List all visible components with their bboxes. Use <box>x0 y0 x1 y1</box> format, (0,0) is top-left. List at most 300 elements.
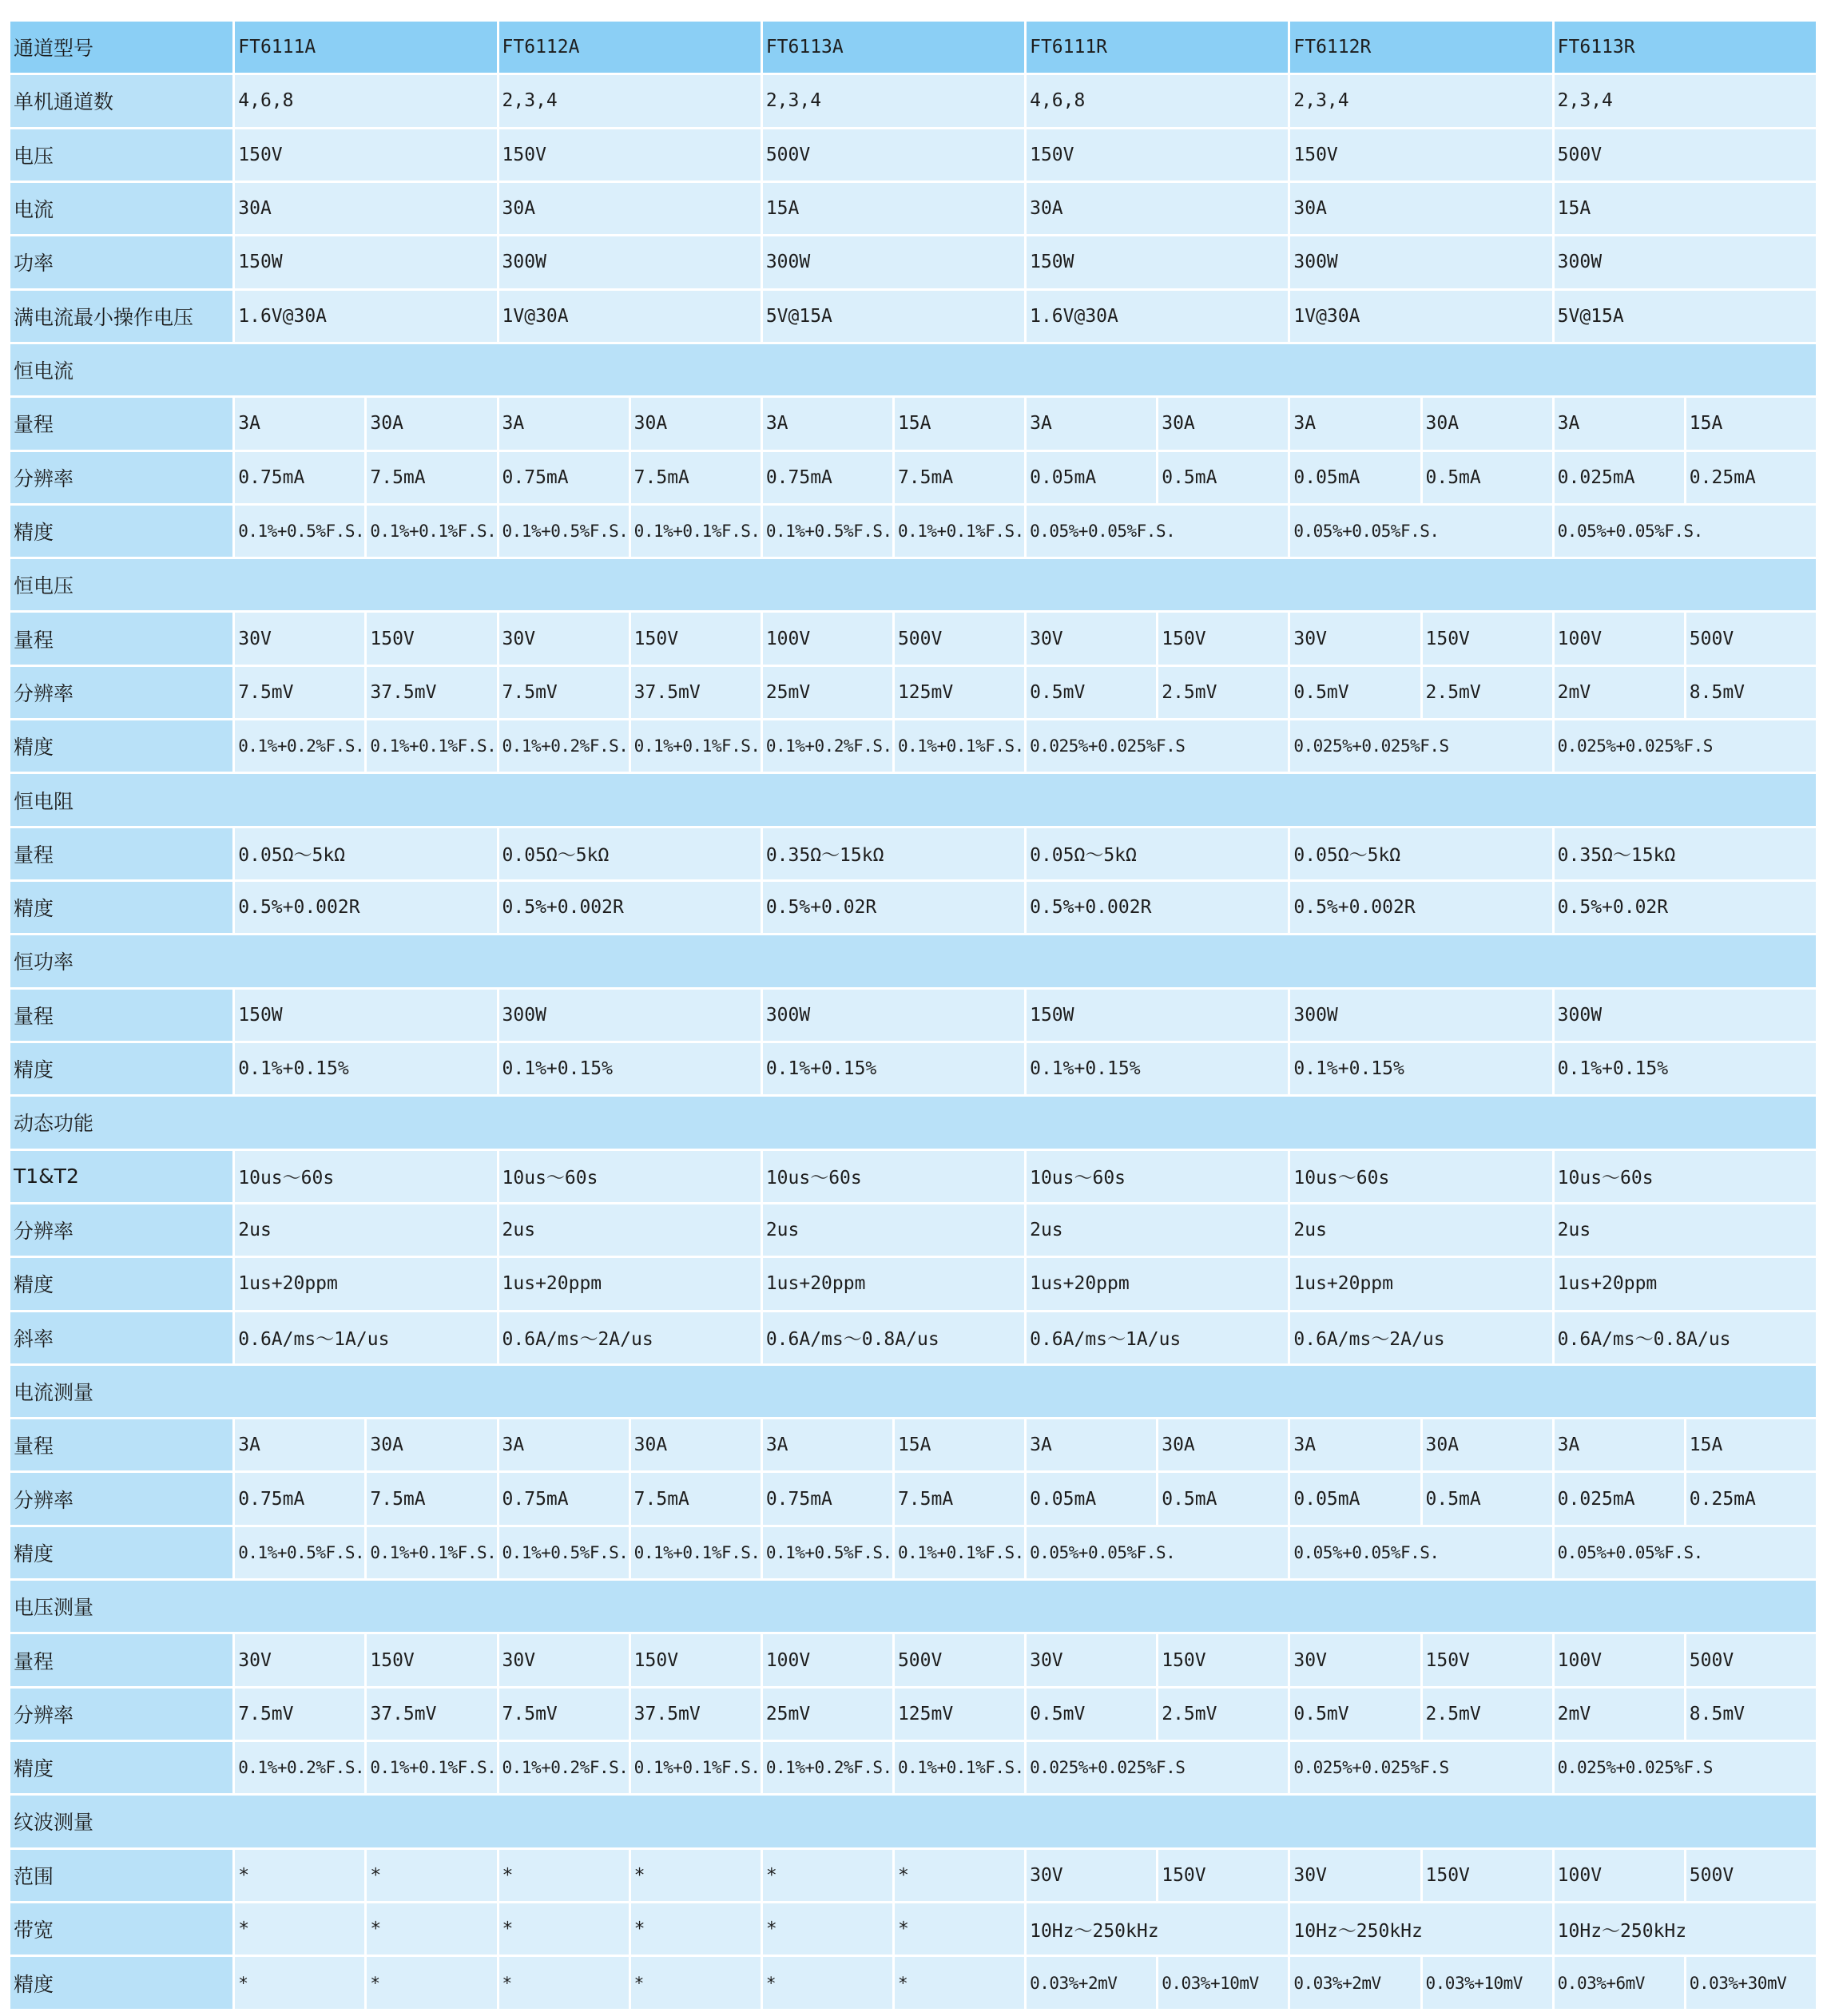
spec-cell: 15A <box>1555 183 1816 234</box>
spec-cell: 0.05Ω～5kΩ <box>1027 828 1288 879</box>
spec-cell: 0.05Ω～5kΩ <box>1290 828 1551 879</box>
spec-subcell: 0.1%+0.2%F.S. <box>763 720 892 772</box>
spec-subcell: 0.1%+0.1%F.S. <box>895 720 1024 772</box>
spec-subcell: 3A <box>1555 398 1684 449</box>
spec-subcell: 0.75mA <box>499 1473 629 1524</box>
spec-row <box>10 613 1816 664</box>
spec-cell: 300W <box>1290 990 1551 1041</box>
spec-subcell: 2mV <box>1555 667 1684 718</box>
spec-subcell: 100V <box>763 1634 892 1685</box>
spec-subcell: * <box>895 1850 1024 1901</box>
spec-cell: 1us+20ppm <box>499 1258 761 1309</box>
spec-cell: 0.05%+0.05%F.S. <box>1027 1527 1288 1578</box>
spec-subcell: 30A <box>367 398 496 449</box>
spec-subcell: 0.1%+0.5%F.S. <box>235 1527 364 1578</box>
spec-cell: 30A <box>1027 183 1288 234</box>
spec-subcell: 150V <box>367 1634 496 1685</box>
spec-cell: 150V <box>1027 129 1288 181</box>
spec-subcell: 0.05mA <box>1290 1473 1420 1524</box>
spec-cell: 150W <box>235 990 496 1041</box>
spec-cell: 0.05%+0.05%F.S. <box>1027 506 1288 557</box>
spec-subcell: 30V <box>499 613 629 664</box>
model-header: FT6112A <box>499 22 761 73</box>
spec-row <box>10 1634 1816 1685</box>
row-label: 功率 <box>10 236 232 288</box>
spec-subcell: 0.03%+10mV <box>1423 1957 1552 2009</box>
row-label: 精度 <box>10 1258 232 1309</box>
model-header: FT6113R <box>1555 22 1816 73</box>
row-label: 量程 <box>10 398 232 449</box>
spec-subcell: 30A <box>1158 398 1288 449</box>
row-label: 精度 <box>10 506 232 557</box>
spec-subcell: 0.75mA <box>499 452 629 503</box>
row-label: 电压 <box>10 129 232 181</box>
spec-cell: 4,6,8 <box>1027 75 1288 126</box>
model-header: FT6111A <box>235 22 496 73</box>
spec-cell: 0.6A/ms～0.8A/us <box>763 1312 1024 1363</box>
spec-subcell: 0.1%+0.1%F.S. <box>631 506 761 557</box>
spec-subcell: 30V <box>1290 1634 1420 1685</box>
spec-row <box>10 1473 1816 1524</box>
spec-row <box>10 667 1816 718</box>
spec-cell: 30A <box>499 183 761 234</box>
row-label: 分辨率 <box>10 667 232 718</box>
spec-cell: 0.05%+0.05%F.S. <box>1555 506 1816 557</box>
section-header-row <box>10 1581 1816 1632</box>
section-header-row <box>10 935 1816 986</box>
spec-cell: 0.05Ω～5kΩ <box>235 828 496 879</box>
spec-cell: 2,3,4 <box>763 75 1024 126</box>
spec-table <box>8 19 1818 2011</box>
spec-cell: 0.1%+0.15% <box>1555 1043 1816 1094</box>
section-header-row <box>10 559 1816 610</box>
spec-subcell: * <box>763 1850 892 1901</box>
spec-cell: 0.1%+0.15% <box>1290 1043 1551 1094</box>
row-label: 量程 <box>10 828 232 879</box>
spec-row <box>10 1043 1816 1094</box>
spec-subcell: * <box>631 1850 761 1901</box>
spec-cell: 5V@15A <box>763 291 1024 342</box>
spec-subcell: 8.5mV <box>1686 1689 1816 1740</box>
row-label: 精度 <box>10 882 232 933</box>
section-header-row <box>10 774 1816 825</box>
spec-row <box>10 236 1816 288</box>
spec-cell: 1.6V@30A <box>1027 291 1288 342</box>
spec-cell: 1us+20ppm <box>763 1258 1024 1309</box>
spec-cell: 500V <box>763 129 1024 181</box>
spec-cell: 0.025%+0.025%F.S <box>1027 720 1288 772</box>
spec-subcell: 0.03%+10mV <box>1158 1957 1288 2009</box>
spec-subcell: 150V <box>1423 1634 1552 1685</box>
row-label: 精度 <box>10 1043 232 1094</box>
spec-row <box>10 1903 1816 1954</box>
spec-subcell: * <box>763 1903 892 1954</box>
spec-cell: 2us <box>1290 1204 1551 1256</box>
spec-subcell: 500V <box>895 1634 1024 1685</box>
spec-subcell: 8.5mV <box>1686 667 1816 718</box>
spec-subcell: 150V <box>631 613 761 664</box>
spec-subcell: 0.05mA <box>1027 1473 1156 1524</box>
spec-cell: 0.6A/ms～2A/us <box>499 1312 761 1363</box>
spec-subcell: 0.1%+0.5%F.S. <box>499 1527 629 1578</box>
row-label: 单机通道数 <box>10 75 232 126</box>
spec-row <box>10 1527 1816 1578</box>
spec-subcell: 15A <box>895 1419 1024 1470</box>
spec-subcell: 15A <box>895 398 1024 449</box>
section-title: 电流测量 <box>10 1366 1816 1417</box>
spec-subcell: 0.75mA <box>235 1473 364 1524</box>
spec-cell: 0.6A/ms～2A/us <box>1290 1312 1551 1363</box>
spec-cell: 4,6,8 <box>235 75 496 126</box>
row-label: T1&T2 <box>10 1151 232 1202</box>
spec-subcell: 150V <box>1423 1850 1552 1901</box>
row-label: 满电流最小操作电压 <box>10 291 232 342</box>
spec-subcell: * <box>235 1957 364 2009</box>
spec-subcell: 25mV <box>763 667 892 718</box>
spec-subcell: 3A <box>763 1419 892 1470</box>
spec-subcell: 30A <box>631 1419 761 1470</box>
spec-subcell: 0.5mA <box>1158 1473 1288 1524</box>
spec-subcell: 0.1%+0.1%F.S. <box>631 1527 761 1578</box>
spec-cell: 150V <box>1290 129 1551 181</box>
spec-subcell: 3A <box>499 1419 629 1470</box>
row-label: 量程 <box>10 1419 232 1470</box>
spec-subcell: 2.5mV <box>1158 667 1288 718</box>
spec-subcell: 0.03%+2mV <box>1027 1957 1156 2009</box>
spec-cell: 1.6V@30A <box>235 291 496 342</box>
spec-subcell: 30A <box>1423 398 1552 449</box>
spec-subcell: 0.025mA <box>1555 1473 1684 1524</box>
spec-subcell: 0.25mA <box>1686 452 1816 503</box>
spec-cell: 30A <box>235 183 496 234</box>
spec-cell: 10us～60s <box>1027 1151 1288 1202</box>
spec-subcell: * <box>763 1957 892 2009</box>
spec-subcell: 7.5mV <box>499 667 629 718</box>
spec-cell: 150W <box>1027 990 1288 1041</box>
spec-subcell: 30V <box>1290 1850 1420 1901</box>
spec-cell: 10Hz～250kHz <box>1555 1903 1816 1954</box>
spec-cell: 0.5%+0.002R <box>499 882 761 933</box>
spec-subcell: 0.1%+0.1%F.S. <box>895 506 1024 557</box>
spec-subcell: 150V <box>1158 613 1288 664</box>
spec-cell: 2us <box>499 1204 761 1256</box>
spec-cell: 150V <box>499 129 761 181</box>
header-label: 通道型号 <box>10 22 232 73</box>
spec-subcell: 7.5mA <box>367 452 496 503</box>
spec-subcell: 30V <box>1027 613 1156 664</box>
spec-cell: 0.6A/ms～0.8A/us <box>1555 1312 1816 1363</box>
spec-row <box>10 452 1816 503</box>
spec-cell: 1us+20ppm <box>1027 1258 1288 1309</box>
spec-cell: 2us <box>763 1204 1024 1256</box>
spec-subcell: 37.5mV <box>631 667 761 718</box>
spec-subcell: * <box>367 1957 496 2009</box>
spec-subcell: 2.5mV <box>1423 1689 1552 1740</box>
spec-subcell: * <box>235 1903 364 1954</box>
spec-subcell: 3A <box>235 398 364 449</box>
spec-row <box>10 506 1816 557</box>
header-row <box>10 22 1816 73</box>
spec-cell: 0.5%+0.02R <box>763 882 1024 933</box>
spec-subcell: 7.5mV <box>235 667 364 718</box>
spec-cell: 0.6A/ms～1A/us <box>235 1312 496 1363</box>
spec-subcell: 0.5mA <box>1423 452 1552 503</box>
spec-row <box>10 720 1816 772</box>
spec-cell: 150W <box>1027 236 1288 288</box>
section-header-row <box>10 1366 1816 1417</box>
row-label: 精度 <box>10 720 232 772</box>
spec-cell: 150V <box>235 129 496 181</box>
spec-subcell: 0.1%+0.2%F.S. <box>499 720 629 772</box>
spec-subcell: 30V <box>1290 613 1420 664</box>
spec-cell: 1us+20ppm <box>1290 1258 1551 1309</box>
spec-subcell: 3A <box>499 398 629 449</box>
spec-subcell: 37.5mV <box>631 1689 761 1740</box>
spec-row <box>10 183 1816 234</box>
model-header: FT6111R <box>1027 22 1288 73</box>
row-label: 分辨率 <box>10 452 232 503</box>
spec-cell: 10us～60s <box>235 1151 496 1202</box>
spec-subcell: 0.1%+0.1%F.S. <box>367 506 496 557</box>
spec-subcell: 500V <box>1686 1850 1816 1901</box>
spec-cell: 0.5%+0.002R <box>235 882 496 933</box>
spec-subcell: 500V <box>1686 1634 1816 1685</box>
spec-cell: 2,3,4 <box>1290 75 1551 126</box>
spec-cell: 10Hz～250kHz <box>1027 1903 1288 1954</box>
spec-cell: 2us <box>1555 1204 1816 1256</box>
spec-subcell: 15A <box>1686 398 1816 449</box>
row-label: 分辨率 <box>10 1473 232 1524</box>
spec-subcell: 25mV <box>763 1689 892 1740</box>
spec-cell: 300W <box>763 990 1024 1041</box>
spec-subcell: 3A <box>1027 398 1156 449</box>
spec-subcell: 0.1%+0.2%F.S. <box>763 1742 892 1793</box>
spec-subcell: 3A <box>1290 398 1420 449</box>
spec-cell: 0.025%+0.025%F.S <box>1555 720 1816 772</box>
spec-subcell: 0.1%+0.1%F.S. <box>895 1742 1024 1793</box>
row-label: 量程 <box>10 1634 232 1685</box>
spec-subcell: 3A <box>235 1419 364 1470</box>
row-label: 分辨率 <box>10 1689 232 1740</box>
model-header: FT6113A <box>763 22 1024 73</box>
spec-cell: 30A <box>1290 183 1551 234</box>
spec-cell: 150W <box>235 236 496 288</box>
spec-subcell: 7.5mA <box>631 452 761 503</box>
spec-cell: 300W <box>1555 236 1816 288</box>
spec-cell: 0.1%+0.15% <box>499 1043 761 1094</box>
spec-cell: 0.025%+0.025%F.S <box>1290 720 1551 772</box>
spec-subcell: * <box>499 1957 629 2009</box>
row-label: 精度 <box>10 1957 232 2009</box>
spec-cell: 2us <box>235 1204 496 1256</box>
spec-cell: 2,3,4 <box>1555 75 1816 126</box>
spec-subcell: * <box>499 1903 629 1954</box>
spec-subcell: 7.5mV <box>235 1689 364 1740</box>
spec-subcell: 150V <box>631 1634 761 1685</box>
model-header: FT6112R <box>1290 22 1551 73</box>
row-label: 量程 <box>10 990 232 1041</box>
spec-cell: 5V@15A <box>1555 291 1816 342</box>
spec-subcell: 7.5mA <box>895 452 1024 503</box>
row-label: 精度 <box>10 1742 232 1793</box>
spec-subcell: 0.25mA <box>1686 1473 1816 1524</box>
spec-row <box>10 129 1816 181</box>
spec-subcell: 30V <box>499 1634 629 1685</box>
spec-cell: 0.1%+0.15% <box>1027 1043 1288 1094</box>
spec-subcell: 150V <box>1423 613 1552 664</box>
spec-subcell: 30A <box>1423 1419 1552 1470</box>
section-title: 恒电阻 <box>10 774 1816 825</box>
spec-subcell: 0.1%+0.2%F.S. <box>499 1742 629 1793</box>
spec-subcell: 0.75mA <box>763 452 892 503</box>
spec-subcell: 37.5mV <box>367 667 496 718</box>
spec-subcell: 7.5mV <box>499 1689 629 1740</box>
spec-row <box>10 1850 1816 1901</box>
spec-subcell: 125mV <box>895 667 1024 718</box>
spec-subcell: * <box>895 1957 1024 2009</box>
spec-row <box>10 1419 1816 1470</box>
spec-subcell: 3A <box>1555 1419 1684 1470</box>
spec-subcell: 3A <box>1027 1419 1156 1470</box>
spec-subcell: 7.5mA <box>895 1473 1024 1524</box>
spec-cell: 300W <box>499 236 761 288</box>
spec-subcell: 30A <box>631 398 761 449</box>
spec-subcell: 0.03%+2mV <box>1290 1957 1420 2009</box>
spec-row <box>10 828 1816 879</box>
spec-cell: 10us～60s <box>499 1151 761 1202</box>
spec-subcell: 0.1%+0.5%F.S. <box>763 1527 892 1578</box>
spec-subcell: 30V <box>235 613 364 664</box>
spec-subcell: 100V <box>763 613 892 664</box>
spec-subcell: 0.5mV <box>1290 1689 1420 1740</box>
row-label: 电流 <box>10 183 232 234</box>
section-header-row <box>10 1796 1816 1847</box>
section-title: 动态功能 <box>10 1097 1816 1148</box>
spec-subcell: 37.5mV <box>367 1689 496 1740</box>
spec-cell: 1V@30A <box>1290 291 1551 342</box>
spec-subcell: 0.1%+0.1%F.S. <box>631 1742 761 1793</box>
spec-cell: 0.05%+0.05%F.S. <box>1290 506 1551 557</box>
spec-row <box>10 990 1816 1041</box>
spec-subcell: 3A <box>763 398 892 449</box>
spec-subcell: 0.1%+0.1%F.S. <box>367 1742 496 1793</box>
spec-row <box>10 291 1816 342</box>
spec-subcell: 30V <box>1027 1634 1156 1685</box>
spec-subcell: * <box>367 1850 496 1901</box>
spec-cell: 0.1%+0.15% <box>763 1043 1024 1094</box>
spec-subcell: * <box>895 1903 1024 1954</box>
spec-subcell: 0.025mA <box>1555 452 1684 503</box>
spec-row <box>10 882 1816 933</box>
spec-subcell: 0.1%+0.5%F.S. <box>763 506 892 557</box>
spec-cell: 0.35Ω～15kΩ <box>763 828 1024 879</box>
spec-subcell: 0.1%+0.2%F.S. <box>235 720 364 772</box>
spec-row <box>10 1742 1816 1793</box>
spec-subcell: 0.03%+30mV <box>1686 1957 1816 2009</box>
spec-cell: 0.025%+0.025%F.S <box>1290 1742 1551 1793</box>
spec-subcell: 0.1%+0.1%F.S. <box>895 1527 1024 1578</box>
spec-subcell: * <box>631 1903 761 1954</box>
spec-subcell: 0.1%+0.2%F.S. <box>235 1742 364 1793</box>
spec-subcell: * <box>499 1850 629 1901</box>
spec-subcell: 100V <box>1555 1634 1684 1685</box>
spec-cell: 0.025%+0.025%F.S <box>1027 1742 1288 1793</box>
spec-subcell: 2.5mV <box>1158 1689 1288 1740</box>
spec-subcell: 7.5mA <box>631 1473 761 1524</box>
spec-row <box>10 1689 1816 1740</box>
spec-cell: 0.05%+0.05%F.S. <box>1290 1527 1551 1578</box>
spec-subcell: 2.5mV <box>1423 667 1552 718</box>
spec-cell: 0.6A/ms～1A/us <box>1027 1312 1288 1363</box>
spec-subcell: 0.1%+0.1%F.S. <box>631 720 761 772</box>
spec-cell: 300W <box>1555 990 1816 1041</box>
section-title: 恒电流 <box>10 344 1816 395</box>
spec-row <box>10 1957 1816 2009</box>
spec-table-body <box>10 22 1816 2009</box>
spec-subcell: 7.5mA <box>367 1473 496 1524</box>
section-header-row <box>10 1097 1816 1148</box>
spec-subcell: 100V <box>1555 613 1684 664</box>
spec-subcell: 0.03%+6mV <box>1555 1957 1684 2009</box>
spec-cell: 0.025%+0.025%F.S <box>1555 1742 1816 1793</box>
spec-cell: 0.5%+0.002R <box>1290 882 1551 933</box>
section-header-row <box>10 344 1816 395</box>
section-title: 电压测量 <box>10 1581 1816 1632</box>
spec-subcell: 0.5mV <box>1027 1689 1156 1740</box>
spec-cell: 300W <box>763 236 1024 288</box>
spec-subcell: 500V <box>895 613 1024 664</box>
spec-subcell: 30V <box>235 1634 364 1685</box>
row-label: 精度 <box>10 1527 232 1578</box>
spec-row <box>10 1312 1816 1363</box>
spec-subcell: 150V <box>1158 1850 1288 1901</box>
spec-cell: 10us～60s <box>1290 1151 1551 1202</box>
spec-subcell: 500V <box>1686 613 1816 664</box>
spec-row <box>10 1204 1816 1256</box>
spec-cell: 300W <box>499 990 761 1041</box>
spec-subcell: 0.75mA <box>763 1473 892 1524</box>
spec-subcell: 0.1%+0.1%F.S. <box>367 1527 496 1578</box>
spec-row <box>10 1258 1816 1309</box>
spec-cell: 0.05Ω～5kΩ <box>499 828 761 879</box>
spec-subcell: 0.1%+0.5%F.S. <box>235 506 364 557</box>
spec-subcell: 30A <box>367 1419 496 1470</box>
spec-subcell: 0.5mA <box>1423 1473 1552 1524</box>
spec-cell: 1us+20ppm <box>1555 1258 1816 1309</box>
spec-subcell: 2mV <box>1555 1689 1684 1740</box>
spec-cell: 0.5%+0.002R <box>1027 882 1288 933</box>
spec-cell: 10us～60s <box>763 1151 1024 1202</box>
spec-subcell: 0.5mV <box>1290 667 1420 718</box>
spec-cell: 10us～60s <box>1555 1151 1816 1202</box>
spec-cell: 1us+20ppm <box>235 1258 496 1309</box>
spec-subcell: 0.05mA <box>1290 452 1420 503</box>
spec-cell: 0.05%+0.05%F.S. <box>1555 1527 1816 1578</box>
spec-subcell: 0.1%+0.5%F.S. <box>499 506 629 557</box>
spec-subcell: * <box>235 1850 364 1901</box>
spec-cell: 300W <box>1290 236 1551 288</box>
spec-subcell: 15A <box>1686 1419 1816 1470</box>
section-title: 恒电压 <box>10 559 1816 610</box>
spec-cell: 500V <box>1555 129 1816 181</box>
row-label: 带宽 <box>10 1903 232 1954</box>
row-label: 量程 <box>10 613 232 664</box>
spec-cell: 10Hz～250kHz <box>1290 1903 1551 1954</box>
spec-subcell: 30A <box>1158 1419 1288 1470</box>
spec-subcell: 150V <box>1158 1634 1288 1685</box>
spec-cell: 15A <box>763 183 1024 234</box>
row-label: 分辨率 <box>10 1204 232 1256</box>
